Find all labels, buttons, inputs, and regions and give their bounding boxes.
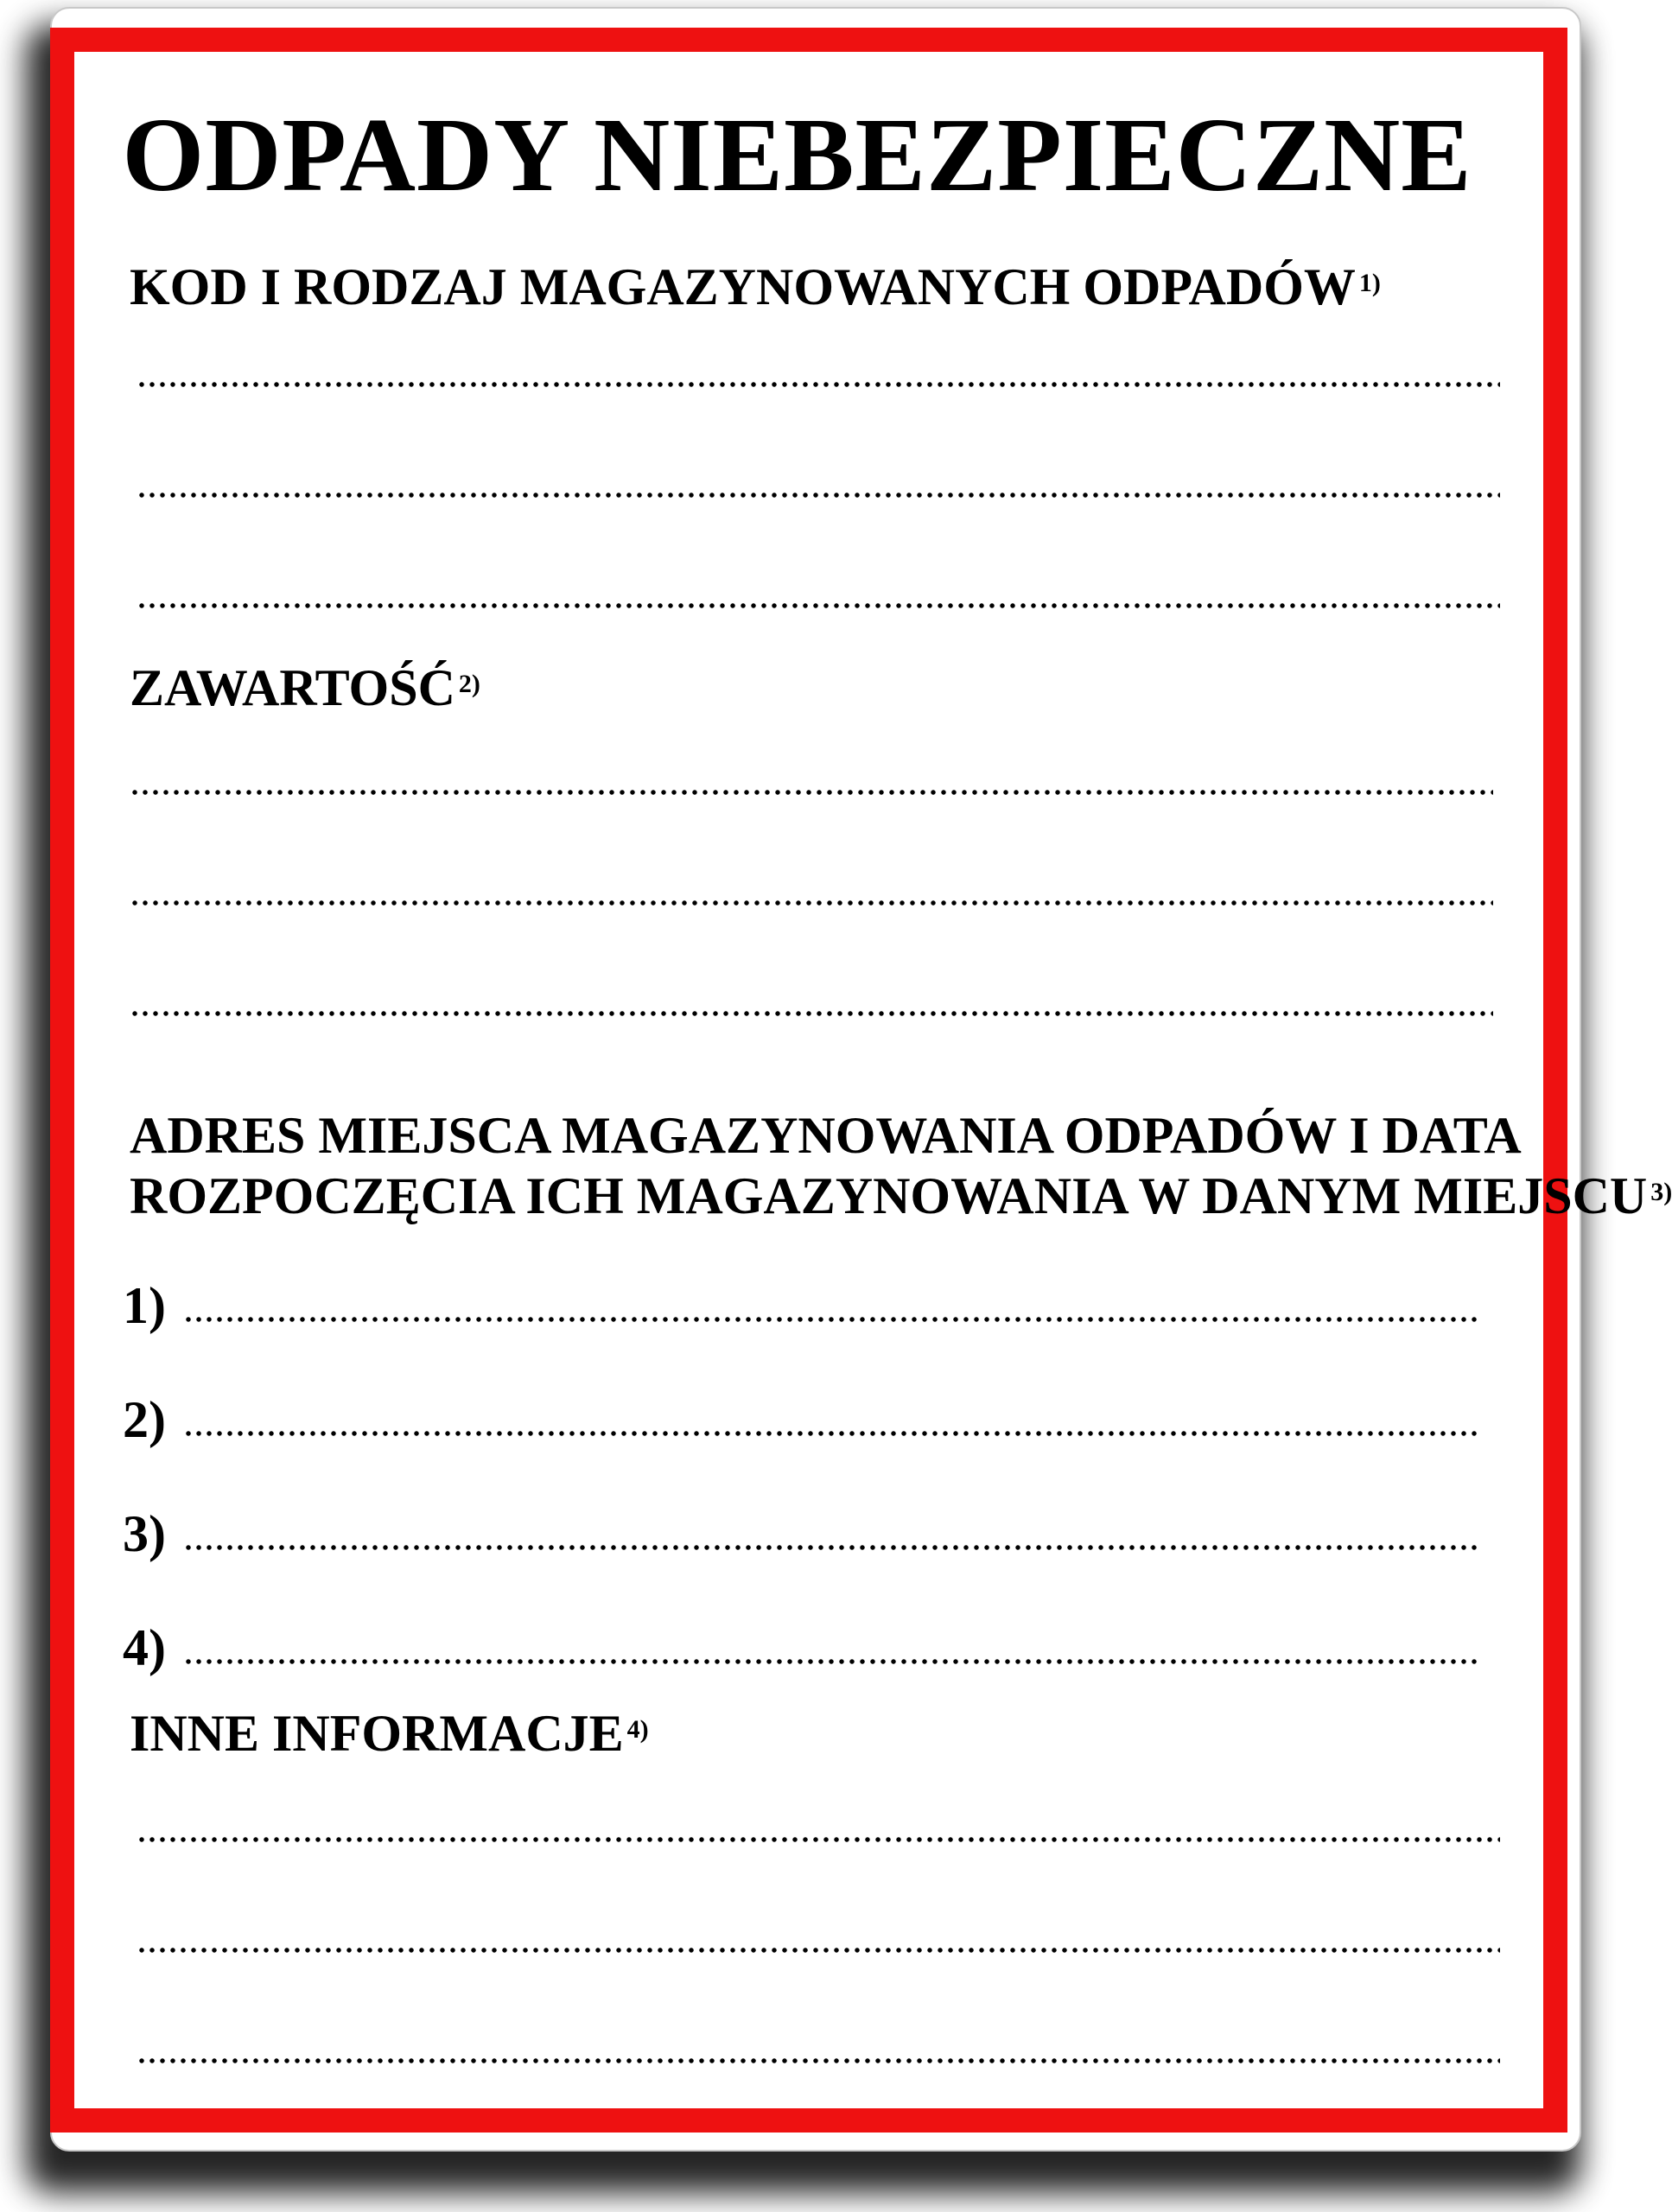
address-entry-fill-line[interactable] xyxy=(183,1426,1479,1441)
address-entry-4[interactable] xyxy=(123,1618,1497,1678)
other-info-section-footnote: 4) xyxy=(626,1715,649,1744)
content-section-label: ZAWARTOŚĆ xyxy=(130,659,455,716)
content-fill-line-2[interactable] xyxy=(130,895,1493,911)
address-section-heading-line-2 xyxy=(130,1165,1672,1227)
other-info-section-heading xyxy=(130,1702,649,1764)
other-info-fill-line-2[interactable] xyxy=(137,1942,1500,1958)
address-entry-number: 4) xyxy=(123,1619,166,1676)
sign-title: ODPADY NIEBEZPIECZNE xyxy=(122,97,1472,213)
address-entry-1[interactable] xyxy=(123,1275,1497,1336)
code-fill-line-2[interactable] xyxy=(137,487,1500,503)
code-fill-line-3[interactable] xyxy=(137,598,1500,613)
address-section-footnote: 3) xyxy=(1650,1178,1672,1206)
other-info-section-label: INNE INFORMACJE xyxy=(130,1705,624,1762)
address-entry-fill-line[interactable] xyxy=(183,1312,1479,1327)
address-entry-number: 2) xyxy=(123,1391,166,1448)
code-section-footnote: 1) xyxy=(1358,269,1381,297)
address-entry-number: 1) xyxy=(123,1277,166,1334)
address-entry-fill-line[interactable] xyxy=(183,1540,1479,1555)
code-fill-line-1[interactable] xyxy=(137,377,1500,392)
content-fill-line-1[interactable] xyxy=(130,785,1493,800)
address-entry-fill-line[interactable] xyxy=(183,1654,1479,1669)
other-info-fill-line-1[interactable] xyxy=(137,1832,1500,1847)
content-section-heading xyxy=(130,657,480,719)
address-entry-number: 3) xyxy=(123,1505,166,1562)
code-section-label: KOD I RODZAJ MAGAZYNOWANYCH ODPADÓW xyxy=(130,258,1356,315)
content-fill-line-3[interactable] xyxy=(130,1006,1493,1021)
address-entry-2[interactable] xyxy=(123,1389,1497,1450)
address-section-heading-line-1: ADRES MIEJSCA MAGAZYNOWANIA ODPADÓW I DATA xyxy=(130,1107,1522,1164)
address-section-label-line-2: ROZPOCZĘCIA ICH MAGAZYNOWANIA W DANYM MIEJSCU xyxy=(130,1167,1648,1224)
code-section-heading xyxy=(130,256,1381,318)
other-info-fill-line-3[interactable] xyxy=(137,2053,1500,2069)
content-section-footnote: 2) xyxy=(458,670,480,698)
address-entry-3[interactable] xyxy=(123,1503,1497,1564)
